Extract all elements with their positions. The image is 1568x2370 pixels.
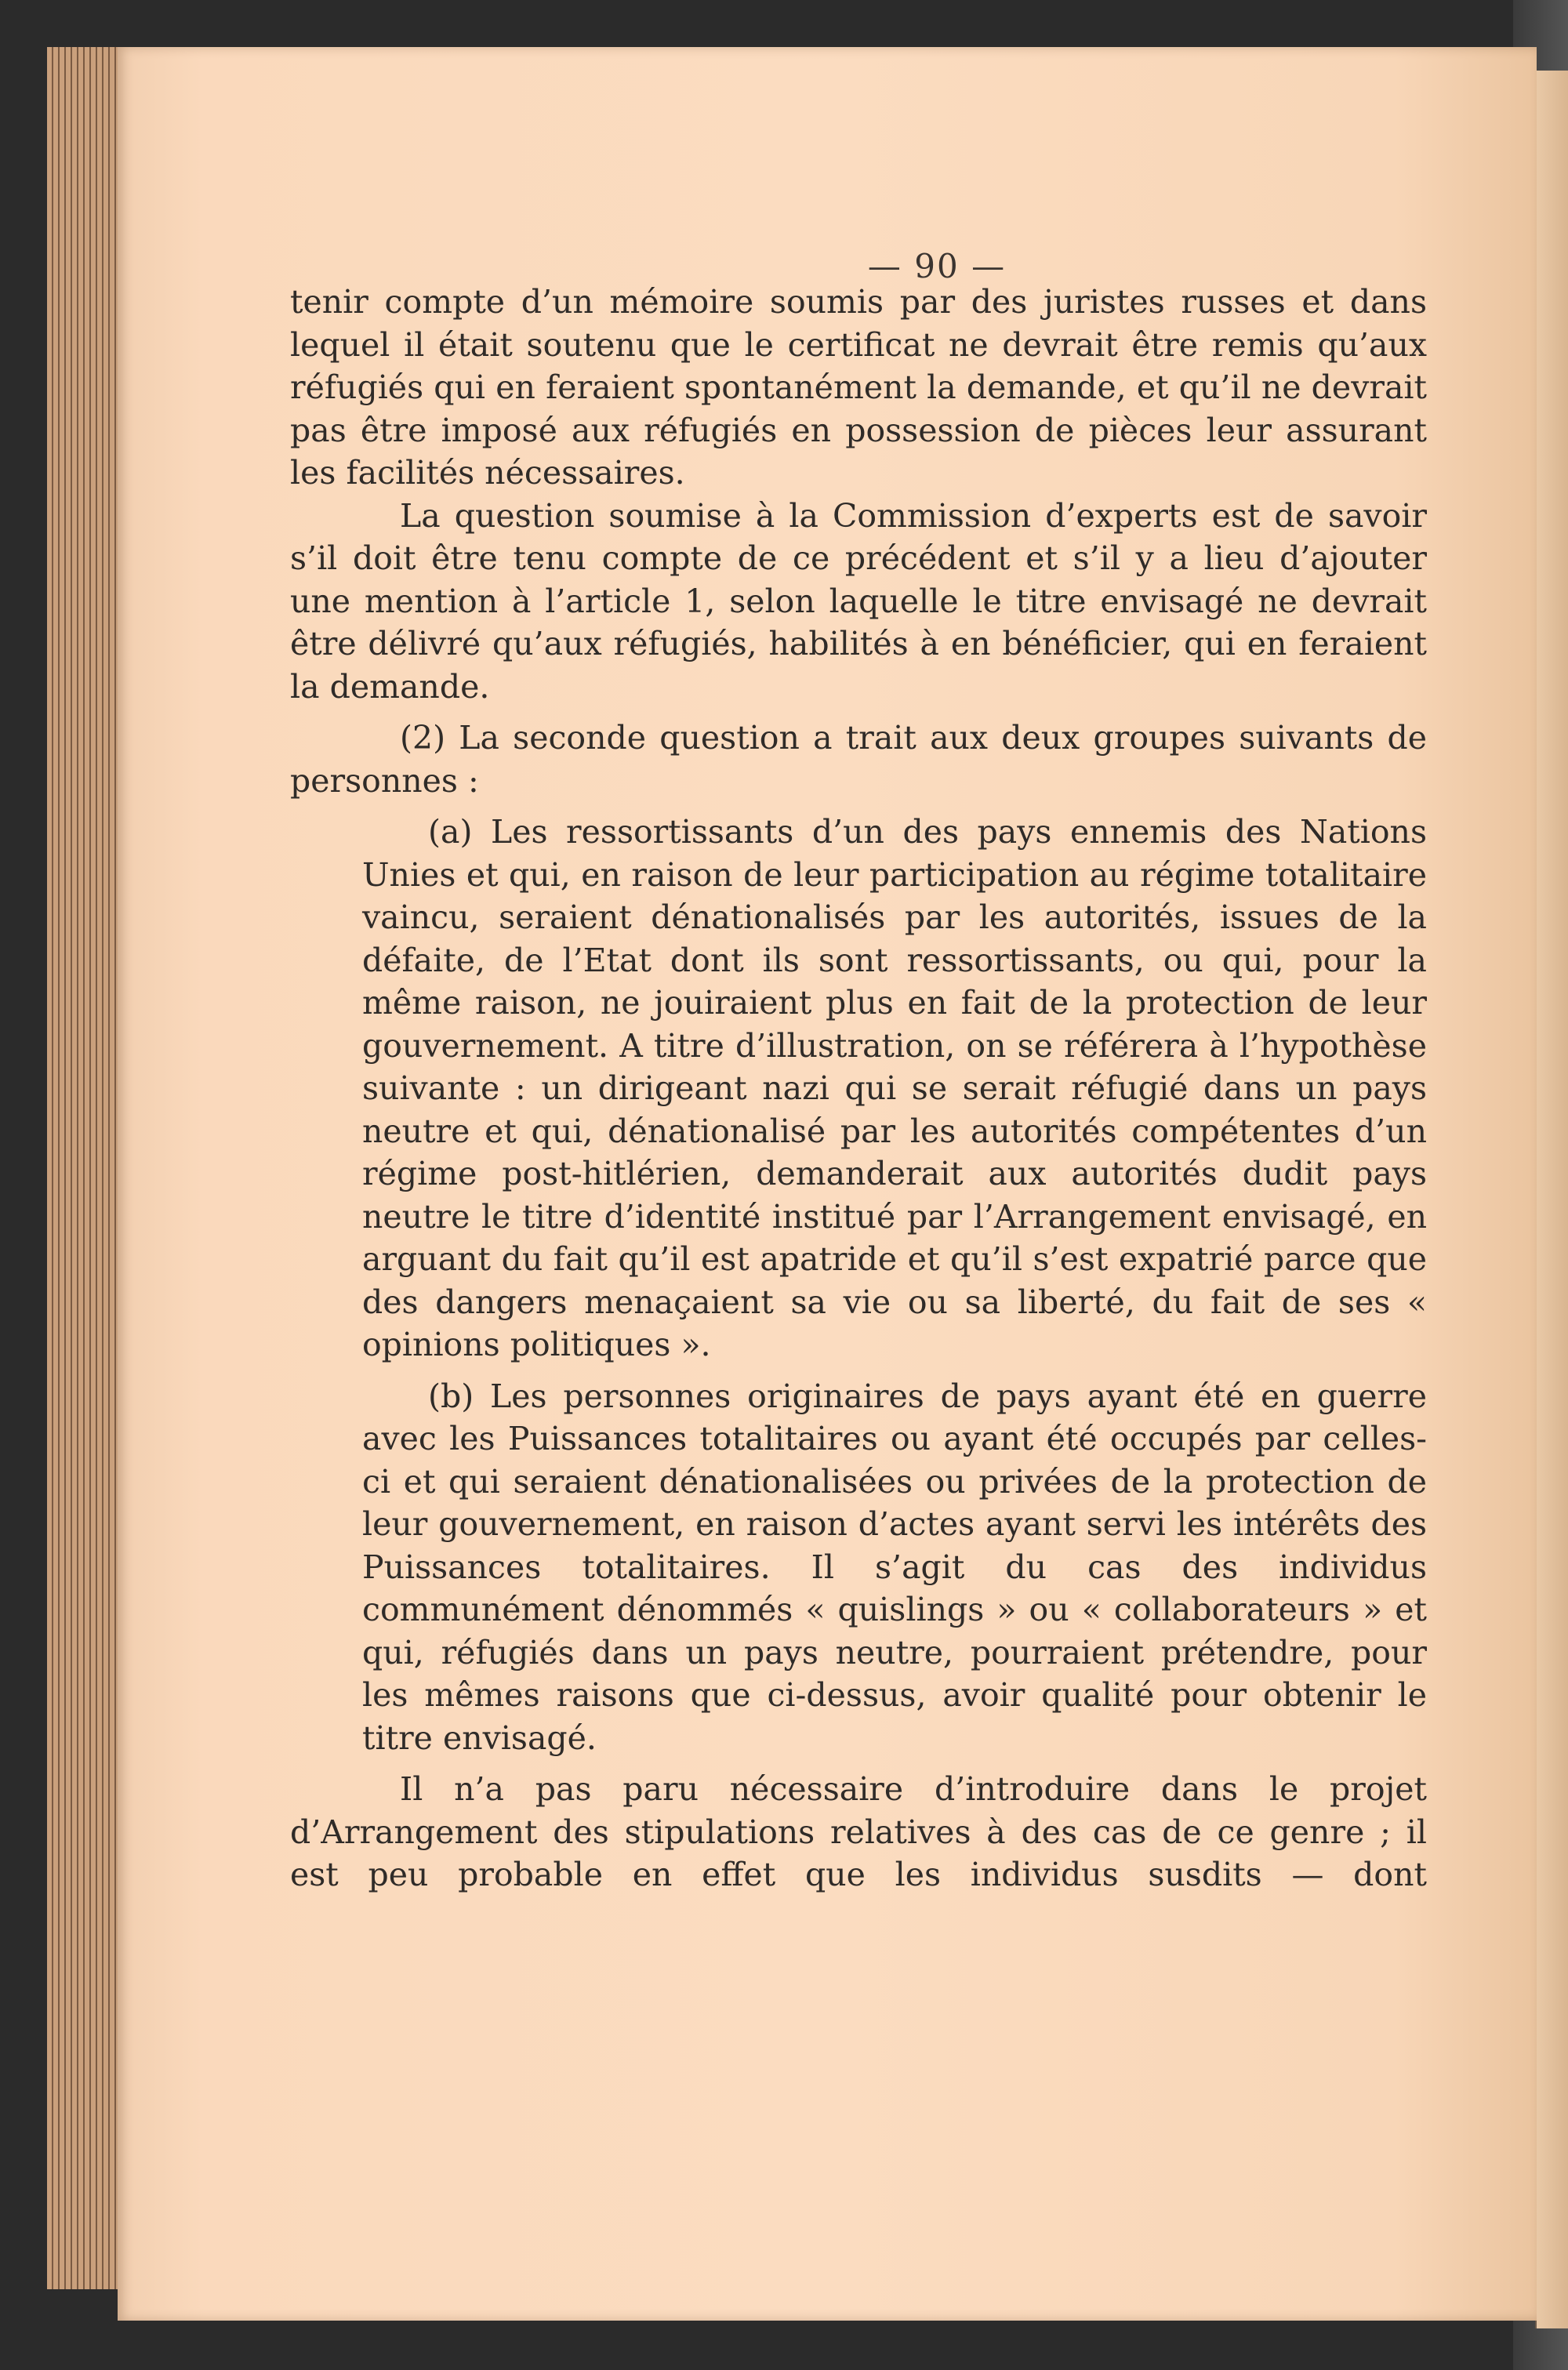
sub-paragraph-b: (b) Les personnes originaires de pays ayant été en guerre avec les Puissances totalitaires ou ayant été occupés par celles-ci et qui seraient dénationalisées ou privées de la protection de leur gouvernement, en raison d’actes ayant servi les intérêts des Puissances totalitaires. Il s’agit du cas des individus communément dénommés « quislings » ou « collaborateurs » et qui, réfugiés dans un pays neutre, pourraient prétendre, pour les mêmes raisons que ci-dessus, avoir qualité pour obtenir le titre envisagé. [362,1377,1427,1757]
page-number-text: — 90 — [867,247,1007,285]
paragraph-final: Il n’a pas paru nécessaire d’introduire dans le projet d’Arrangement des stipulations relatives à des cas de ce genre ; il est peu probable en effet que les individus susdits — dont [290,1770,1427,1893]
page-text [290,281,1427,1896]
sub-paragraph-list [362,811,1427,1759]
next-page-edge [1535,71,1568,2328]
paragraph-continuation: tenir compte d’un mémoire soumis par des juristes russes et dans lequel il était soutenu que le certificat ne devrait être remis qu’aux réfugiés qui en feraient spontanément la demande, et qu’il ne devrait pas être imposé aux réfugiés en possession de pièces leur assurant les facilités nécessaires. [290,283,1427,492]
paragraph-second-question: (2) La seconde question a trait aux deux groupes suivants de personnes : [290,719,1427,800]
page-number [118,247,1537,285]
paragraph-question: La question soumise à la Commission d’experts est de savoir s’il doit être tenu compte de ce précédent et s’il y a lieu d’ajouter une mention à l’article 1, selon laquelle le titre envisagé ne devrait être délivré qu’aux réfugiés, habilités à en bénéficier, qui en feraient la demande. [290,496,1427,706]
sub-paragraph-a: (a) Les ressortissants d’un des pays ennemis des Nations Unies et qui, en raison de leur participation au régime totalitaire vaincu, seraient dénationalisés par les autorités, issues de la défaite, de l’Etat dont ils sont ressortissants, ou qui, pour la même raison, ne jouiraient plus en fait de la protection de leur gouvernement. A titre d’illustration, on se référera à l’hypothèse suivante : un dirigeant nazi qui se serait réfugié dans un pays neutre et qui, dénationalisé par les autorités compétentes d’un régime post-hitlérien, demanderait aux autorités dudit pays neutre le titre d’identité institué par l’Arrangement envisagé, en arguant du fait qu’il est apatride et qu’il s’est expatrié parce que des dangers menaçaient sa vie ou sa liberté, du fait de ses « opinions politiques ». [362,813,1427,1363]
